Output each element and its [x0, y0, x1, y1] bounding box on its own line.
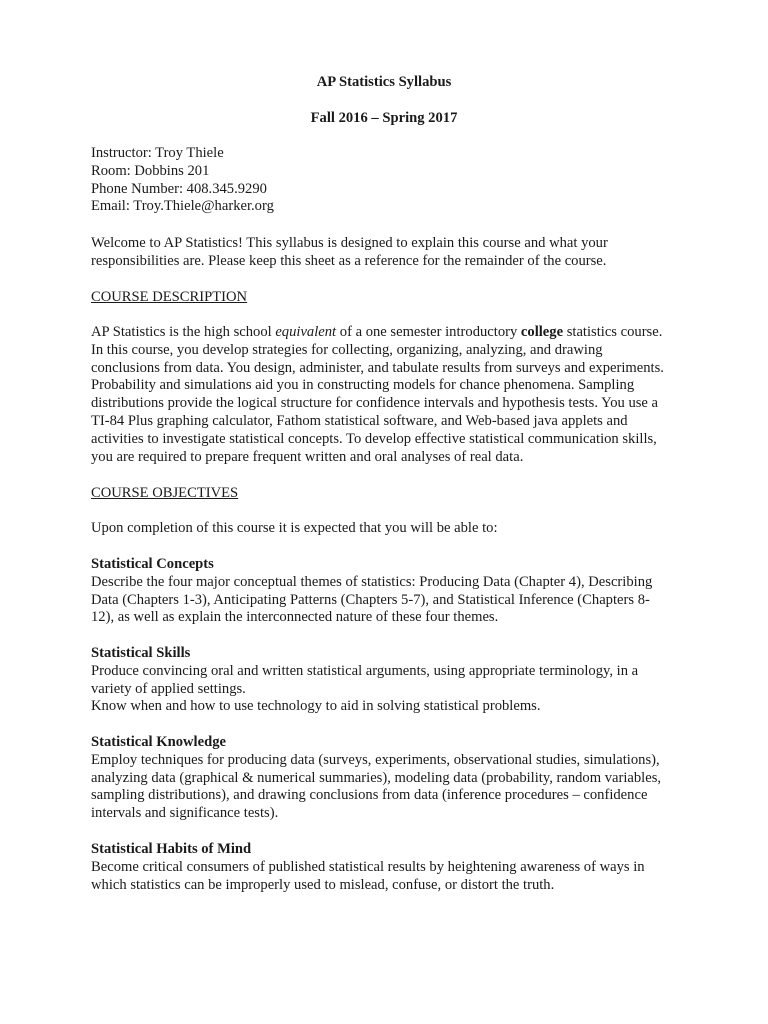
description-text: of a one semester introductory: [336, 324, 521, 340]
objective-line: sampling distributions), and drawing conclusions from data (inference procedures – confidence: [91, 787, 648, 804]
objective-line: which statistics can be improperly used to mislead, confuse, or distort the truth.: [91, 876, 555, 893]
page-title: AP Statistics Syllabus: [316, 74, 452, 90]
description-line: you are required to prepare frequent written and oral analyses of real data.: [91, 448, 524, 465]
objective-statistical-concepts: [91, 556, 691, 627]
description-text: AP Statistics is the high school: [91, 324, 276, 340]
description-italic-word: equivalent: [275, 324, 337, 340]
objective-line: Data (Chapters 1-3), Anticipating Patterns (Chapters 5-7), and Statistical Inference (Chapters 8-: [91, 591, 650, 608]
phone-line: Phone Number: 408.345.9290: [91, 180, 267, 197]
description-line: activities to investigate statistical concepts. To develop effective statistical communication skills,: [91, 430, 657, 447]
instructor-info: [91, 145, 691, 216]
objective-title: Statistical Habits of Mind: [91, 841, 252, 857]
term-subtitle: Fall 2016 – Spring 2017: [310, 110, 458, 126]
objective-statistical-habits-of-mind: [91, 841, 691, 894]
description-line: In this course, you develop strategies for collecting, organizing, analyzing, and drawing: [91, 341, 603, 358]
description-first-line: [91, 324, 691, 342]
objective-line: variety of applied settings.: [91, 680, 246, 697]
objective-line: Describe the four major conceptual themes of statistics: Producing Data (Chapter 4), Describing: [91, 573, 653, 590]
objective-line: Become critical consumers of published statistical results by heightening awareness of ways in: [91, 858, 645, 875]
objective-line: Produce convincing oral and written statistical arguments, using appropriate terminology, in a: [91, 662, 639, 679]
course-objectives-heading: COURSE OBJECTIVES: [91, 485, 239, 501]
objective-statistical-knowledge: [91, 734, 691, 823]
objective-title: Statistical Skills: [91, 645, 191, 661]
room-line: Room: Dobbins 201: [91, 162, 210, 179]
instructor-line: Instructor: Troy Thiele: [91, 145, 224, 161]
objective-line: 12), as well as explain the interconnected nature of these four themes.: [91, 609, 499, 626]
description-bold-word: college: [520, 324, 564, 340]
objective-line: Know when and how to use technology to aid in solving statistical problems.: [91, 698, 541, 715]
email-line: Email: Troy.Thiele@harker.org: [91, 198, 274, 215]
objective-statistical-skills: [91, 645, 691, 716]
description-line: distributions provide the logical structure for confidence intervals and hypothesis tests. You use a: [91, 395, 659, 412]
description-line: conclusions from data. You design, administer, and tabulate results from surveys and experiments.: [91, 359, 664, 376]
course-description-paragraph: [91, 324, 691, 466]
objective-line: intervals and significance tests).: [91, 805, 279, 822]
objective-title: Statistical Knowledge: [91, 734, 226, 750]
course-description-heading: COURSE DESCRIPTION: [91, 289, 248, 305]
description-line: Probability and simulations aid you in constructing models for chance phenomena. Sampling: [91, 377, 635, 394]
description-text: statistics course.: [563, 324, 663, 340]
welcome-line: Welcome to AP Statistics! This syllabus is designed to explain this course and what your: [91, 235, 608, 251]
description-line: TI-84 Plus graphing calculator, Fathom statistical software, and Web-based java applets and: [91, 412, 628, 429]
objective-line: Employ techniques for producing data (surveys, experiments, observational studies, simulations),: [91, 751, 660, 768]
welcome-line: responsibilities are. Please keep this sheet as a reference for the remainder of the course.: [91, 252, 607, 269]
objectives-intro: [91, 520, 691, 538]
welcome-paragraph: [91, 235, 691, 271]
objective-title: Statistical Concepts: [91, 556, 214, 572]
objective-line: analyzing data (graphical & numerical summaries), modeling data (probability, random variables,: [91, 769, 662, 786]
objectives-intro-line: Upon completion of this course it is expected that you will be able to:: [91, 520, 498, 536]
